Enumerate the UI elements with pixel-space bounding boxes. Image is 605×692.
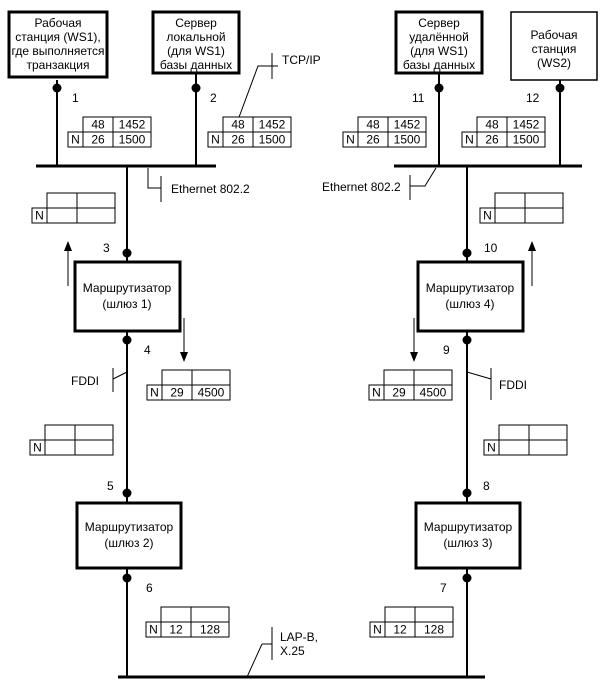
local-db-line-4: базы данных bbox=[159, 58, 233, 72]
point-number-4: 4 bbox=[144, 343, 151, 357]
remote-db-line-3: (для WS1) bbox=[410, 44, 468, 58]
table-cell-value: 1452 bbox=[118, 117, 146, 132]
table-cell bbox=[495, 208, 525, 223]
svg-text:(WS2) bbox=[537, 56, 571, 70]
table-cell-value: 26 bbox=[231, 132, 245, 147]
svg-text:станция bbox=[532, 42, 577, 56]
table-cell bbox=[499, 440, 529, 455]
table-cell-value: N bbox=[373, 622, 382, 637]
point-number-7: 7 bbox=[440, 581, 447, 595]
table-cell-value: N bbox=[211, 132, 220, 147]
ws2-box bbox=[511, 12, 597, 80]
arrow-up-left bbox=[64, 241, 72, 286]
table-cell-value: 48 bbox=[231, 117, 245, 132]
header-table-t7 bbox=[370, 607, 453, 637]
router2-box bbox=[77, 503, 181, 568]
svg-text:Сервер bbox=[418, 16, 460, 30]
fddi-left-marker bbox=[71, 368, 127, 392]
svg-text:Сервер bbox=[175, 16, 217, 30]
remote-db-line-4: базы данных bbox=[402, 58, 476, 72]
svg-text:базы данных bbox=[403, 58, 475, 72]
router1-line-2: (шлюз 1) bbox=[102, 297, 152, 311]
table-cell bbox=[191, 607, 229, 622]
table-cell-value: 26 bbox=[366, 132, 380, 147]
header-table-t12 bbox=[462, 117, 545, 147]
point-number-10: 10 bbox=[484, 241, 498, 255]
table-cell bbox=[385, 607, 415, 622]
table-cell-value: 48 bbox=[485, 117, 499, 132]
header-table-e5 bbox=[30, 425, 113, 455]
fddi-right-marker bbox=[467, 368, 527, 400]
header-table-t9 bbox=[369, 370, 452, 400]
dot-10 bbox=[463, 249, 472, 258]
fddi-left-label: FDDI bbox=[71, 374, 99, 388]
point-number-3: 3 bbox=[103, 241, 110, 255]
remote-db-line-2: удалённой bbox=[409, 30, 469, 44]
dot-1 bbox=[53, 84, 62, 93]
dot-7 bbox=[463, 574, 472, 583]
dot-8 bbox=[463, 489, 472, 498]
router1-box bbox=[75, 262, 180, 331]
ethernet-right-marker bbox=[322, 168, 436, 200]
svg-text:локальной bbox=[166, 30, 225, 44]
router1-line-1: Маршрутизатор bbox=[82, 281, 172, 295]
table-cell-value: 12 bbox=[169, 622, 183, 637]
table-cell-value: N bbox=[33, 440, 42, 455]
router4-box bbox=[418, 262, 523, 331]
header-table-t6 bbox=[146, 607, 229, 637]
dot-3 bbox=[123, 249, 132, 258]
svg-text:(шлюз 3) bbox=[443, 536, 492, 550]
header-table-e3 bbox=[32, 193, 115, 223]
table-cell bbox=[162, 370, 192, 385]
header-table-t4 bbox=[147, 370, 230, 400]
table-cell bbox=[77, 208, 115, 223]
table-cell bbox=[161, 607, 191, 622]
local-db-line-1: Сервер bbox=[175, 16, 217, 30]
table-cell bbox=[499, 425, 529, 440]
point-number-1: 1 bbox=[72, 91, 79, 105]
ws1-line-3: где выполняется bbox=[11, 44, 105, 58]
svg-text:(для WS1) bbox=[167, 44, 225, 58]
local-db-line-2: локальной bbox=[166, 30, 226, 44]
svg-text:станция (WS1), bbox=[15, 30, 100, 44]
dot-2 bbox=[192, 84, 201, 93]
router3-box bbox=[416, 503, 520, 568]
header-table-e8 bbox=[484, 425, 567, 455]
ws1-box bbox=[9, 12, 107, 77]
svg-text:транзакция bbox=[27, 58, 90, 72]
table-cell bbox=[415, 607, 453, 622]
table-cell-value: 1500 bbox=[393, 132, 421, 147]
table-cell bbox=[47, 208, 77, 223]
table-cell-value: N bbox=[487, 440, 496, 455]
table-cell-value: N bbox=[149, 622, 158, 637]
table-cell-value: 4500 bbox=[419, 385, 447, 400]
local-db-line-3: (для WS1) bbox=[167, 44, 225, 58]
table-cell-value: 12 bbox=[393, 622, 407, 637]
lapb-label-line-2: X.25 bbox=[280, 644, 305, 658]
router2-line-2: (шлюз 2) bbox=[104, 536, 154, 550]
svg-text:удалённой bbox=[409, 30, 469, 44]
table-cell-value: 26 bbox=[91, 132, 105, 147]
dot-6 bbox=[123, 574, 132, 583]
svg-text:(для WS1) bbox=[410, 44, 468, 58]
svg-text:(шлюз 2) bbox=[104, 536, 153, 550]
table-cell-value: 1500 bbox=[118, 132, 146, 147]
table-cell-value: 26 bbox=[485, 132, 499, 147]
dot-11 bbox=[435, 84, 444, 93]
table-cell-value: 48 bbox=[91, 117, 105, 132]
remote-db-box bbox=[396, 12, 482, 73]
point-number-12: 12 bbox=[526, 91, 540, 105]
table-cell-value: 29 bbox=[170, 385, 184, 400]
svg-text:(шлюз 4) bbox=[445, 297, 494, 311]
lapb-marker bbox=[247, 627, 318, 677]
point-number-9: 9 bbox=[443, 343, 450, 357]
header-table-t2 bbox=[208, 117, 291, 147]
svg-text:Маршрутизатор bbox=[83, 281, 172, 295]
table-cell bbox=[75, 425, 113, 440]
ws2-line-1: Рабочая bbox=[530, 28, 578, 42]
ws2-line-3: (WS2) bbox=[537, 56, 571, 70]
header-table-t11 bbox=[343, 117, 426, 147]
table-cell-value: N bbox=[483, 208, 492, 223]
ws1-line-1: Рабочая bbox=[34, 16, 82, 30]
point-number-2: 2 bbox=[210, 91, 217, 105]
table-cell bbox=[529, 440, 567, 455]
table-cell bbox=[495, 193, 525, 208]
table-cell-value: 128 bbox=[199, 622, 221, 637]
table-cell bbox=[45, 425, 75, 440]
remote-db-line-1: Сервер bbox=[418, 16, 460, 30]
table-cell-value: 1452 bbox=[512, 117, 540, 132]
svg-text:Рабочая bbox=[531, 28, 578, 42]
table-cell-value: 48 bbox=[366, 117, 380, 132]
svg-text:(шлюз 1) bbox=[102, 297, 151, 311]
svg-text:где выполняется bbox=[11, 44, 104, 58]
ethernet-left-label: Ethernet 802.2 bbox=[171, 182, 250, 196]
point-number-8: 8 bbox=[483, 479, 490, 493]
table-cell bbox=[77, 193, 115, 208]
table-cell-value: N bbox=[71, 132, 80, 147]
table-cell bbox=[525, 208, 563, 223]
svg-text:базы данных bbox=[160, 58, 232, 72]
lapb-label-line-1: LAP-B, bbox=[280, 630, 319, 644]
table-cell-value: 1500 bbox=[258, 132, 286, 147]
dot-5 bbox=[123, 489, 132, 498]
header-table-t1 bbox=[68, 117, 151, 147]
table-cell bbox=[525, 193, 563, 208]
table-cell-value: N bbox=[465, 132, 474, 147]
svg-text:Маршрутизатор bbox=[426, 281, 515, 295]
svg-text:Маршрутизатор bbox=[424, 520, 513, 534]
table-cell-value: 1452 bbox=[258, 117, 286, 132]
ws1-line-4: транзакция bbox=[26, 58, 90, 72]
table-cell bbox=[414, 370, 452, 385]
table-cell-value: 4500 bbox=[197, 385, 225, 400]
table-cell-value: 1452 bbox=[393, 117, 421, 132]
table-cell-value: N bbox=[372, 385, 381, 400]
header-table-e10 bbox=[480, 193, 563, 223]
dot-12 bbox=[556, 84, 565, 93]
table-cell-value: N bbox=[150, 385, 159, 400]
table-cell bbox=[75, 440, 113, 455]
table-cell-value: N bbox=[346, 132, 355, 147]
ws1-line-2: станция (WS1), bbox=[15, 30, 101, 44]
table-cell-value: 128 bbox=[423, 622, 445, 637]
dot-4 bbox=[123, 336, 132, 345]
point-number-6: 6 bbox=[146, 581, 153, 595]
dot-9 bbox=[463, 336, 472, 345]
ethernet-right-label: Ethernet 802.2 bbox=[322, 180, 401, 194]
point-number-11: 11 bbox=[412, 91, 425, 105]
local-db-box bbox=[153, 12, 239, 73]
table-cell bbox=[45, 440, 75, 455]
svg-text:Маршрутизатор bbox=[85, 520, 174, 534]
svg-text:Рабочая bbox=[35, 16, 82, 30]
table-cell-value: 29 bbox=[392, 385, 406, 400]
table-cell bbox=[529, 425, 567, 440]
ethernet-left-marker bbox=[148, 168, 250, 202]
table-cell-value: 1500 bbox=[512, 132, 540, 147]
tcpip-label: TCP/IP bbox=[282, 53, 321, 67]
arrow-up-right bbox=[528, 241, 536, 286]
fddi-right-label: FDDI bbox=[499, 378, 527, 392]
router2-line-1: Маршрутизатор bbox=[84, 520, 174, 534]
ws2-line-2: станция bbox=[531, 42, 577, 56]
table-cell bbox=[384, 370, 414, 385]
router4-line-2: (шлюз 4) bbox=[445, 297, 495, 311]
table-cell-value: N bbox=[35, 208, 44, 223]
table-cell bbox=[47, 193, 77, 208]
point-number-5: 5 bbox=[107, 479, 114, 493]
router3-line-2: (шлюз 3) bbox=[443, 536, 493, 550]
router3-line-1: Маршрутизатор bbox=[423, 520, 513, 534]
router4-line-1: Маршрутизатор bbox=[425, 281, 515, 295]
table-cell bbox=[192, 370, 230, 385]
